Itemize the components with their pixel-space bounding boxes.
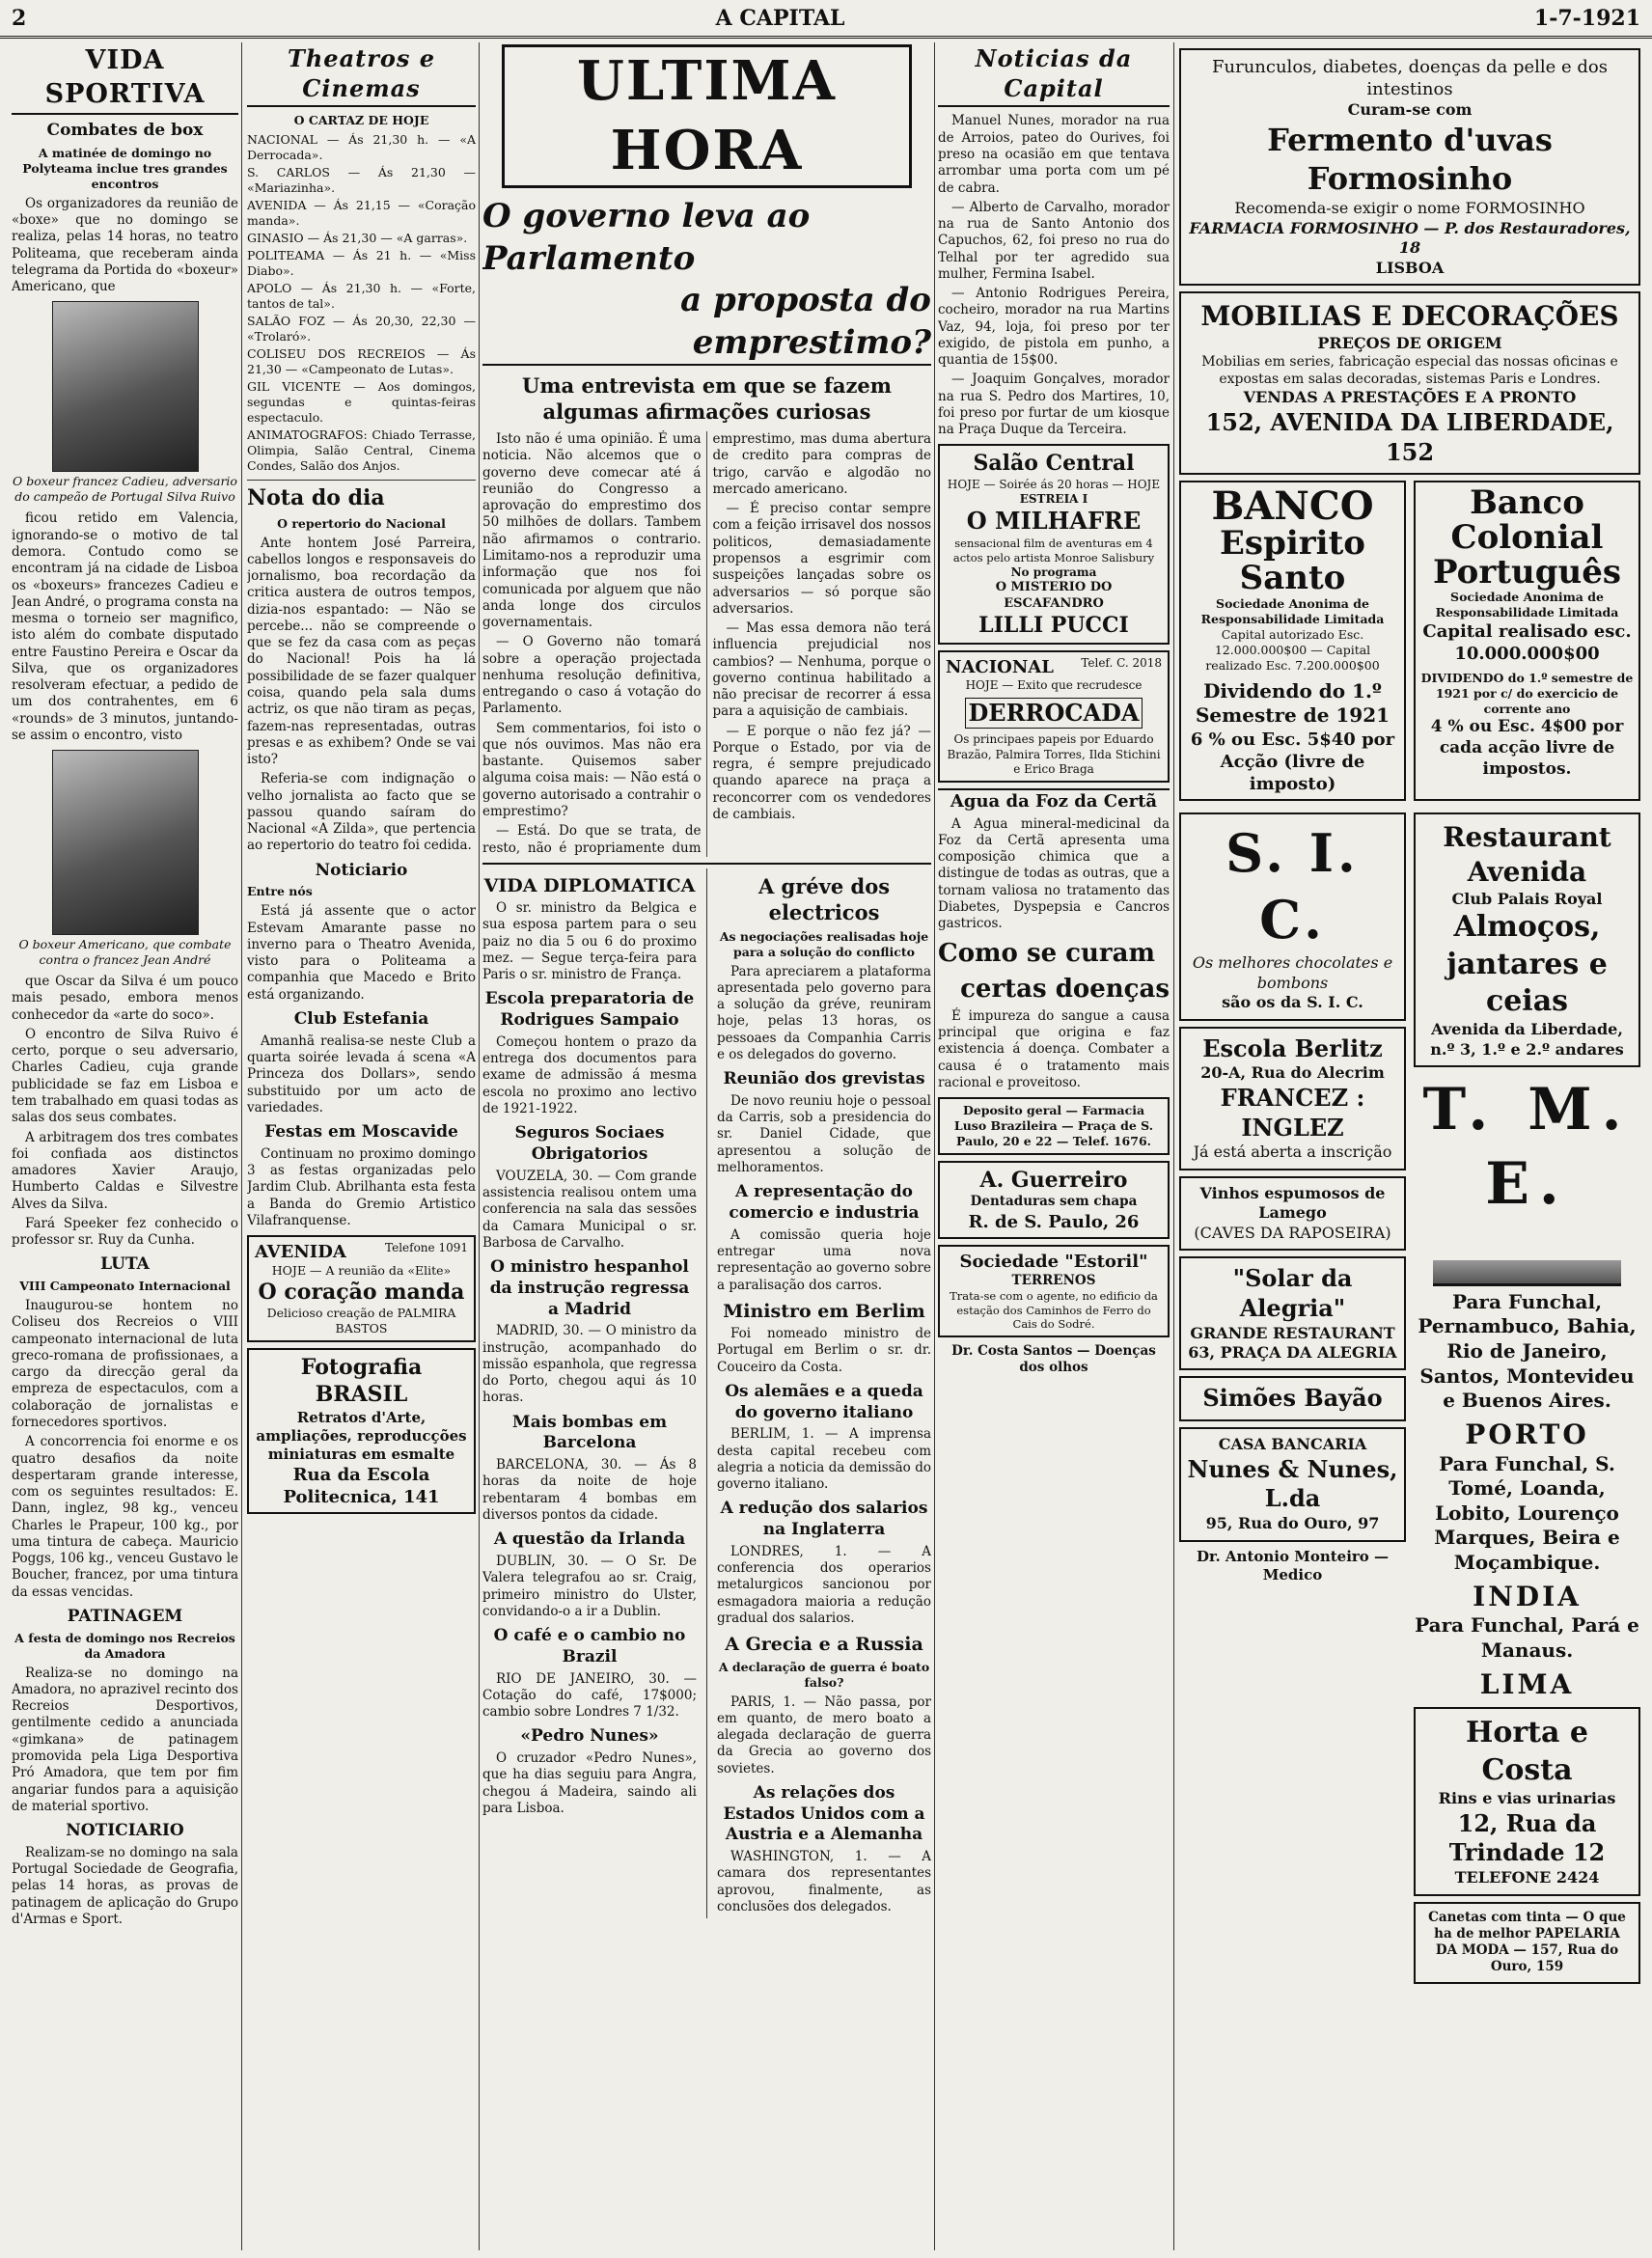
- article-title: Mais bombas em Barcelona: [511, 1412, 668, 1453]
- photo-caption: O boxeur francez Cadieu, adversario do campeão de Portugal Silva Ruivo: [13, 474, 237, 505]
- ad-estreia: ESTREIA I: [1019, 492, 1088, 506]
- article-title: PATINAGEM: [67, 1606, 183, 1626]
- listing-item: AVENIDA — Ás 21,15 — «Coração manda».: [247, 198, 476, 229]
- route-destination: PORTO: [1465, 1418, 1589, 1450]
- ad-title: Restaurant Avenida: [1443, 820, 1611, 888]
- headline-deck: Uma entrevista em que se fazem algumas afirmações curiosas: [522, 373, 892, 425]
- ad-programa: No programa: [1010, 564, 1097, 579]
- ad-langs: FRANCEZ : INGLEZ: [1220, 1083, 1365, 1142]
- ad-author: Delicioso creação de PALMIRA BASTOS: [266, 1306, 456, 1336]
- column-ultima-hora: [482, 42, 931, 2250]
- ad-title: Nunes & Nunes, L.da: [1187, 1454, 1398, 1513]
- bank-capital: Capital realisado esc. 10.000.000$00: [1422, 621, 1632, 665]
- bank-rate: 6 % ou Esc. 5$40 por Acção (livre de imposto): [1190, 729, 1395, 794]
- ad-line: são os da S. I. C.: [1222, 993, 1363, 1012]
- canetas-ad: Canetas com tinta — O que ha de melhor PAPELARIA DA MODA — 157, Rua do Ouro, 159: [1414, 1902, 1640, 1984]
- listing-item: S. CARLOS — Ás 21,30 — «Mariazinha».: [247, 165, 476, 196]
- ad-address: FARMACIA FORMOSINHO — P. dos Restauradores, 18: [1189, 218, 1631, 258]
- paragraph: — E porque o não fez já? — Porque o Estado, por via de regra, é sempre prejudicado quando aparece na praça a reconcorrer com os vendedores de cambiais.: [712, 723, 931, 822]
- ad-star: LILLI PUCCI: [978, 613, 1129, 639]
- paragraph: O encontro de Silva Ruivo é certo, porque o seu adversario, Charles Cadieu, cuja grande publicidade se faz em Lisboa e tem trabalhado em quasi todas as salas dos seus combates.: [12, 1026, 238, 1126]
- article-body: [482, 431, 931, 857]
- paragraph: MADRID, 30. — O ministro da instrução, acompanhado do missão espanhola, que regressa do Porto, chegou aqui ás 10 horas.: [482, 1323, 697, 1406]
- paragraph: BERLIM, 1. — A imprensa desta capital recebeu com alegria a noticia da demissão do governo italiano.: [717, 1426, 931, 1493]
- simoes-ad: [1179, 1376, 1406, 1421]
- paragraph: LONDRES, 1. — A conferencia dos operarios metalurgicos sancionou por esmagadora maioria a redução gradual dos salarios.: [717, 1543, 931, 1627]
- paragraph: ficou retido em Valencia, ignorando-se o motivo de tal demora. Contudo como se encontram já na cidade de Lisboa os «boxeurs» francezes Cadieu e Jean André, o programa consta na mesma o torneio ser magnifico, isto além do combate disputado entre Faustino Pereira e Oscar da Silva, que os organizadores resolveram efectuar, a pedido de um dos contrahentes, em 6 «rounds» de 3 minutos, juntando-se assim o encontro, visto: [12, 510, 238, 743]
- ad-play: DERROCADA: [965, 698, 1143, 730]
- paragraph: — O Governo não tomará sobre a operação projectada nenhuma resolução definitiva, entregando o caso á votação do Parlamento.: [482, 634, 702, 717]
- article-title: Os alemães e a queda do governo italiano: [725, 1381, 923, 1422]
- paragraph: — É preciso contar sempre com a feição irrisavel dos nossos politicos, demasiadamente propensos a esgrimir com suspeições lançadas sobre os adversarios — só porque são adversarios.: [712, 501, 931, 617]
- article-title: Nota do dia: [247, 480, 476, 511]
- paragraph: Realizam-se no domingo na sala Portugal Sociedade de Geografia, pelas 14 horas, as provas de patinagem de aplicação do Grupo d'Armas e Sport.: [12, 1844, 238, 1927]
- article-title: O café e o cambio no Brazil: [493, 1626, 686, 1666]
- bank-name: BANCO: [1211, 483, 1374, 530]
- ad-line: HOJE — A reunião da «Elite»: [271, 1263, 452, 1279]
- ad-title: Simões Bayão: [1202, 1384, 1383, 1413]
- ad-sub: GRANDE RESTAURANT: [1190, 1323, 1395, 1342]
- route-destination: LIMA: [1479, 1667, 1575, 1700]
- article-title: Combates de box: [46, 121, 204, 141]
- ad-line: Furunculos, diabetes, doenças da pelle e dos intestinos: [1212, 57, 1608, 100]
- ad-title: Horta e Costa: [1466, 1716, 1588, 1787]
- article-title: VIDA DIPLOMATICA: [483, 874, 696, 896]
- paragraph: Inaugurou-se hontem no Coliseu dos Recreios o VIII campeonato internacional de luta greco-romana de profissionaes, a cargo da direcção geral da empreza de espectaculos, com a colaboração de jornalistas e fornecedores sportivos.: [12, 1298, 238, 1431]
- route-text: Para Funchal, Pará e Manaus.: [1415, 1613, 1639, 1662]
- paragraph: Foi nomeado ministro de Portugal em Berlim o sr. dr. Couceiro da Costa.: [717, 1326, 931, 1375]
- ad-sub: Rins e vias urinarias: [1438, 1789, 1616, 1808]
- banco-colonial-ad: [1414, 481, 1640, 801]
- banco-espirito-santo-ad: [1179, 481, 1406, 801]
- ad-play: O coração manda: [258, 1280, 465, 1306]
- bank-sub: Sociedade Anonima de Responsabilidade Limitada: [1435, 590, 1619, 620]
- article-title: Club Estefania: [293, 1008, 429, 1029]
- boxer-photo: [52, 750, 199, 935]
- bank-rate: 4 % ou Esc. 4$00 por cada acção livre de impostos.: [1430, 717, 1624, 779]
- page-number: 2: [12, 5, 27, 31]
- ad-title: A. Guerreiro: [979, 1168, 1128, 1194]
- article-subtitle: As negociações realisadas hoje para a solução do conflicto: [719, 928, 929, 959]
- article-subtitle: A matinée de domingo no Polyteama inclue tres grandes encontros: [22, 145, 228, 191]
- bank-dividend: DIVIDENDO do 1.º semestre de 1921 por c/ do exercicio de corrente ano: [1420, 671, 1634, 717]
- article-title: Reunião dos grevistas: [723, 1069, 925, 1089]
- deposito-ad: Deposito geral — Farmacia Luso Brazileira — Praça de S. Paulo, 20 e 22 — Telef. 1676.: [938, 1097, 1170, 1155]
- article-title: Noticiario: [315, 860, 408, 880]
- ad-line: Recomenda-se exigir o nome FORMOSINHO: [1234, 199, 1585, 218]
- route-text: Para Funchal, Pernambuco, Bahia, Rio de Janeiro, Santos, Montevideu e Buenos Aires.: [1418, 1289, 1637, 1413]
- column-theatros: [247, 42, 476, 2250]
- paragraph: Isto não é uma opinião. É uma noticia. Não alcemos que o governo deve comecar até á reunião do Congresso a aprovação do emprestimo dos 50 milhões de dollars. Tambem não afirmamos o contrario. Limitamo-nos a reproduzir uma informação que nos foi comunicada por alguem que não anda longe dos circulos governamentais.: [482, 431, 702, 631]
- listing-item: COLISEU DOS RECREIOS — Ás 21,30 — «Campeonato de Lutas».: [247, 346, 476, 377]
- listing-item: GINASIO — Ás 21,30 — «A garras».: [247, 231, 468, 246]
- paragraph: Amanhã realisa-se neste Club a quarta soirée levada á scena «A Princeza dos Dollars», sendo substituido por um acto de variedades.: [247, 1033, 476, 1115]
- article-title: A Grecia e a Russia: [725, 1634, 923, 1656]
- ad-address: 20-A, Rua do Alecrim: [1200, 1063, 1385, 1083]
- doctor-ad: Dr. Costa Santos — Doenças dos olhos: [951, 1343, 1156, 1376]
- article-title: As relações dos Estados Unidos com a Austria e a Alemanha: [723, 1782, 925, 1845]
- article-title: LUTA: [100, 1254, 150, 1275]
- lower-section: [482, 863, 931, 1918]
- column-noticias-capital: [938, 42, 1170, 2250]
- column-rule: [934, 42, 935, 2250]
- ad-telephone: TELEFONE 2424: [1454, 1868, 1600, 1887]
- paragraph: A Agua mineral-medicinal da Foz da Certã apresenta uma composição chimica que a distingue de todas as outras, que a tornam valiosa no tratamento das Diabetes, Dyspepsia e Cancros gastricos.: [938, 815, 1170, 932]
- paragraph: — Joaquim Gonçalves, morador na rua S. Pedro dos Martires, 10, foi preso por furtar de um kiosque na Praça Duque da Terceira.: [938, 372, 1170, 438]
- inner-rule: [706, 868, 707, 1918]
- article-title: NOTICIARIO: [66, 1821, 184, 1841]
- article-title: A representação do comercio e industria: [729, 1182, 920, 1223]
- ad-line: VENDAS A PRESTAÇÕES E A PRONTO: [1243, 388, 1577, 407]
- column-ads: [1179, 42, 1640, 2250]
- ad-title: Salão Central: [973, 451, 1135, 477]
- ad-title: Fotografia BRASIL: [300, 1355, 423, 1408]
- paragraph: PARIS, 1. — Não passa, por em quanto, de mero boato a alegada declaração de guerra da Grecia ao governo dos sovietes.: [717, 1694, 931, 1776]
- avenida-ad: [247, 1235, 476, 1342]
- paragraph: O sr. ministro da Belgica e sua esposa partem para o seu paiz no dia 5 ou 6 do proximo mez. — Segue terça-feira para Paris o sr. ministro de França.: [482, 900, 697, 983]
- bank-sub: Sociedade Anonima de Responsabilidade Limitada: [1200, 595, 1385, 626]
- ad-title: S. I. C.: [1225, 821, 1360, 951]
- fermento-ad: [1179, 48, 1640, 286]
- ad-line: Os melhores chocolates e bombons: [1192, 953, 1393, 992]
- ad-sub: (CAVES DA RAPOSEIRA): [1194, 1223, 1391, 1242]
- ad-theatre: NACIONAL: [946, 657, 1054, 678]
- ad-title: "Solar da Alegria": [1232, 1264, 1353, 1322]
- listing-item: APOLO — Ás 21,30 h. — «Forte, tantos de tal».: [247, 281, 476, 312]
- ad-text: Mobilias em series, fabricação especial das nossas oficinas e expostas em salas decoradas, sistemas Paris e Londres.: [1201, 353, 1618, 387]
- paragraph: RIO DE JANEIRO, 30. — Cotação do café, 17$000; cambio sobre Londres 7 1/32.: [482, 1670, 697, 1721]
- paragraph: De novo reuniu hoje o pessoal da Carris, sob a presidencia do sr. Daniel Cidade, que apresentou a solução de melhoramentos.: [717, 1092, 931, 1175]
- ad-address: R. de S. Paulo, 26: [968, 1211, 1140, 1232]
- horta-costa-ad: [1414, 1707, 1640, 1895]
- page-header: [0, 0, 1652, 39]
- article-title: «Pedro Nunes»: [520, 1726, 659, 1747]
- issue-date: 1-7-1921: [1533, 5, 1640, 31]
- vinhos-ad: [1179, 1176, 1406, 1251]
- restaurant-avenida-ad: [1414, 812, 1640, 1067]
- paragraph: Manuel Nunes, morador na rua de Arroios, pateo do Ourives, foi preso na ocasião em que tentava arrombar uma porta com um pé de cabra.: [938, 113, 1170, 196]
- paragraph: A concorrencia foi enorme e os quatro desafios da noite despertaram grande interesse, com os seguintes resultados: E. Dann, inglez, 98 kg., venceu Charles le Prapeur, 100 kg., por uma tintura de cabeça. Mauricio Poggs, 106 kg., venceu Gustavo le Boucher, francez, por uma tintura da essas vencidas.: [12, 1434, 238, 1600]
- ad-telephone: Telefone 1091: [385, 1241, 468, 1255]
- ad-telephone: Telef. C. 2018: [1081, 656, 1162, 671]
- route-text: Para Funchal, S. Tomé, Loanda, Lobito, Lourenço Marques, Beira e Moçambique.: [1434, 1451, 1620, 1574]
- paragraph: WASHINGTON, 1. — A camara dos representantes aprovou, finalmente, as conclusões dos delegados.: [717, 1849, 931, 1914]
- ad-city: LISBOA: [1375, 258, 1445, 277]
- paragraph: — Antonio Rodrigues Pereira, cocheiro, morador na rua Martins Vaz, 94, loja, foi preso por ter exigido, de pistola em punho, a quantia de 15$00.: [938, 286, 1170, 369]
- listing-item: GIL VICENTE — Aos domingos, segundas e quintas-feiras espectaculo.: [247, 379, 476, 426]
- ad-description: sensacional film de aventuras em 4 actos pelo artista Monroe Salisbury: [952, 537, 1155, 564]
- ad-address: Rua da Escola Politecnica, 141: [283, 1465, 440, 1508]
- ad-line: Curam-se com: [1347, 100, 1473, 120]
- column-vida-sportiva: [12, 42, 238, 2250]
- article-title: O ministro hespanhol da instrução regressa a Madrid: [489, 1257, 690, 1319]
- article-title: Festas em Moscavide: [264, 1122, 458, 1143]
- ad-text: Trata-se com o agente, no edificio da estação dos Caminhos de Ferro do Cais do Sodré.: [950, 1288, 1158, 1332]
- ad-sub: CASA BANCARIA: [1218, 1435, 1367, 1454]
- lower-right: [717, 868, 931, 1918]
- route-destination: INDIA: [1473, 1580, 1582, 1612]
- nacional-ad: [938, 650, 1170, 783]
- section-title: Theatros e Cinemas: [247, 44, 476, 107]
- berlitz-ad: [1179, 1027, 1406, 1170]
- paragraph: Continuam no proximo domingo 3 as festas organizadas pelo Jardim Club. Abrilhanta esta festa a Banda do Gremio Artistico Vilafranquense.: [247, 1145, 476, 1228]
- ad-sub: TERRENOS: [1011, 1272, 1096, 1288]
- ad-address: 12, Rua da Trindade 12: [1448, 1808, 1606, 1867]
- article-title: A questão da Irlanda: [493, 1529, 686, 1550]
- ultima-hora-banner: ULTIMA HORA: [502, 44, 912, 188]
- paragraph: Sem commentarios, foi isto o que nós ouvimos. Mas não era bastante. Quisemos saber alguma coisa mais: — Não está o governo autorisado a contrahir o emprestimo?: [482, 720, 702, 819]
- ad-line: Dentaduras sem chapa: [970, 1194, 1138, 1210]
- salao-central-ad: [938, 444, 1170, 645]
- paragraph: Começou hontem o prazo da entrega dos documentos para exame de admissão á mesma escola no proximo ano lectivo de 1921-1922.: [482, 1033, 697, 1116]
- ship-illustration: [1433, 1225, 1621, 1286]
- ad-address: 63, PRAÇA DA ALEGRIA: [1188, 1343, 1397, 1363]
- paragraph: — Mas essa demora não terá influencia prejudicial nos cambios? — Nenhuma, porque o governo continua habilitado a não precisar de recorrer á essa para a aquisição de cambiais.: [712, 620, 931, 720]
- article-title: certas doenças: [960, 974, 1170, 1004]
- ad-address: 95, Rua do Ouro, 97: [1205, 1514, 1380, 1533]
- cartaz-list: [247, 132, 476, 474]
- ad-title: MOBILIAS E DECORAÇÕES: [1200, 300, 1619, 333]
- ads-row: [1179, 807, 1640, 1990]
- paragraph: Realiza-se no domingo na Amadora, no aprazivel recinto dos Recreios Desportivos, gentilmente cedido a anunciada «gimkana» de patinagem promovida pela Liga Desportiva Pró Amadora, que tem por fim angariar fundos para a aquisição de material sportivo.: [12, 1665, 238, 1814]
- ad-line: HOJE — Exito que recrudesce: [965, 678, 1143, 693]
- ad-address: 152, AVENIDA DA LIBERDADE, 152: [1205, 407, 1614, 466]
- solar-ad: [1179, 1256, 1406, 1370]
- article-title: Escola preparatoria de Rodrigues Sampaio: [484, 989, 695, 1031]
- banks-row: [1179, 481, 1640, 801]
- paragraph: Fará Speeker fez conhecido o professor sr. Ruy da Cunha.: [12, 1215, 238, 1249]
- bank-name: Banco Colonial Português: [1433, 483, 1621, 592]
- article-title: A gréve dos electricos: [757, 873, 891, 924]
- paragraph: É impureza do sangue a causa principal que origina e faz existencia á doença. Combater a causa é o tratamento mais racional e proveitoso.: [938, 1007, 1170, 1090]
- listing-item: SALÃO FOZ — Ás 20,30, 22,30 — «Trolaró».: [247, 314, 476, 344]
- paragraph: — Alberto de Carvalho, morador na rua de Santo Antonio dos Capuchos, 62, foi preso no rua do Telhal por ter agredido sua mulher, Fermina Isabel.: [938, 199, 1170, 282]
- article-title: Como se curam: [938, 939, 1155, 969]
- sic-ad: [1179, 812, 1406, 1021]
- ads-left: [1179, 807, 1406, 1990]
- paragraph: Os organizadores da reunião de «boxe» que no domingo se realiza, pelas 14 horas, no teatro Politeama, que receberam ainda telegrama da Portida do «boxeur» Americano, que: [12, 195, 238, 295]
- ad-film: O MISTERIO DO ESCAFANDRO: [995, 579, 1113, 611]
- boxer-photo: [52, 301, 199, 472]
- ad-line: HOJE — Soirée ás 20 horas — HOJE: [947, 477, 1161, 491]
- paragraph: Ante hontem José Parreira, cabellos longos e responsaveis do jornalismo, boa recordação da critica austera de outros tempos, dizia-nos espantado: — Não se percebe... não se compreende o que se fez da casa com as peças do Nacional! Pois ha lá possibilidade de se fazer qualquer coisa, quando pela sala dums actriz, os que não tiram as peças, fazem-nas representadas, outras presas e as exhibem? Onde se vai isto?: [247, 535, 476, 768]
- ad-sub: PREÇOS DE ORIGEM: [1317, 334, 1502, 353]
- photo-caption: O boxeur Americano, que combate contra o francez Jean André: [18, 937, 232, 968]
- tme-title: T. M. E.: [1422, 1076, 1632, 1219]
- paragraph: Está já assente que o actor Estevam Amarante passe no inverno para o Theatro Avenida, visto para o Politeama a companhia que Macedo e Brito está organizando.: [247, 903, 476, 1003]
- ad-text: Retratos d'Arte, ampliações, reproducções miniaturas em esmalte: [256, 1408, 467, 1464]
- ad-cast: Os principaes papeis por Eduardo Brazão, Palmira Torres, Ilda Stichini e Erico Braga: [947, 732, 1161, 777]
- bank-name: Espirito Santo: [1220, 524, 1365, 598]
- paragraph: VOUZELA, 30. — Com grande assistencia realisou ontem uma conferencia na sala das sessões da Camara Municipal o sr. Barbosa de Carvalho.: [482, 1168, 697, 1251]
- article-title: Agua da Foz da Certã: [938, 788, 1170, 812]
- ad-product: Fermento d'uvas Formosinho: [1267, 121, 1553, 198]
- ads-right: [1414, 807, 1640, 1990]
- bank-dividend: Dividendo do 1.º Semestre de 1921: [1195, 678, 1390, 728]
- paragraph: — Está. Do que se trata, de resto, não é propriamente dum emprestimo, mas duma abertura de credito para compras de trigo, carvão e algodão no mercado americano.: [482, 431, 931, 856]
- listing-item: POLITEAMA — Ás 21 h. — «Miss Diabo».: [247, 248, 476, 279]
- paragraph: DUBLIN, 30. — O Sr. De Valera telegrafou ao sr. Craig, primeiro ministro do Ulster, convidando-o a ir a Dublin.: [482, 1553, 697, 1619]
- article-subtitle: A declaração de guerra é boato falso?: [718, 1659, 930, 1690]
- article-title: A redução dos salarios na Inglaterra: [720, 1499, 928, 1540]
- ad-theatre: AVENIDA: [255, 1242, 346, 1263]
- fotografia-brasil-ad: [247, 1348, 476, 1514]
- paragraph: O cruzador «Pedro Nunes», que ha dias seguiu para Angra, chegou á Madeira, saindo ali para Lisboa.: [482, 1750, 697, 1816]
- column-rule: [241, 42, 242, 2250]
- headline-line-2: a proposta do emprestimo?: [482, 280, 931, 366]
- casa-bancaria-ad: [1179, 1427, 1406, 1541]
- article-title: Seguros Sociaes Obrigatorios: [514, 1123, 665, 1165]
- guerreiro-ad: [938, 1161, 1170, 1238]
- paragraph: Para apreciarem a plataforma apresentada pelo governo para a solução da gréve, reuniram hoje, pelas 13 horas, os pessoaes da Companhia Carris e os delegados do governo.: [717, 963, 931, 1062]
- paragraph: BARCELONA, 30. — Ás 8 horas da noite de hoje rebentaram 4 bombas em diversos pontos da cidade.: [482, 1457, 697, 1523]
- ad-sub: Club Palais Royal: [1451, 889, 1603, 908]
- ad-title: Escola Berlitz: [1202, 1033, 1383, 1062]
- estoril-ad: [938, 1245, 1170, 1337]
- article-subtitle: VIII Campeonato Internacional: [19, 1279, 231, 1294]
- column-rule: [1173, 42, 1174, 2250]
- article-subtitle: A festa de domingo nos Recreios da Amadora: [14, 1630, 235, 1661]
- article-subtitle: Entre nós: [247, 884, 313, 899]
- masthead: A CAPITAL: [715, 5, 845, 31]
- ad-address: Avenida da Liberdade, n.º 3, 1.º e 2.º andares: [1430, 1020, 1624, 1059]
- cartaz-title: O CARTAZ DE HOJE: [293, 113, 429, 128]
- listing-item: NACIONAL — Ás 21,30 h. — «A Derrocada».: [247, 132, 476, 163]
- paragraph: Referia-se com indignação o velho jornalista ao facto que se passou quando saíram do Nacional «A Zilda», que pertencia ao repertorio do teatro foi cedida.: [247, 771, 476, 854]
- section-title: Noticias da Capital: [938, 44, 1170, 107]
- section-title: VIDA SPORTIVA: [12, 44, 238, 115]
- ad-title: Sociedade "Estoril": [959, 1251, 1148, 1272]
- article-subtitle: O repertorio do Nacional: [277, 515, 446, 531]
- ad-meals: Almoços, jantares e ceias: [1446, 910, 1608, 1018]
- paragraph: A arbitragem dos tres combates foi confiada aos distinctos amadores Xavier Araujo, Humberto Caldas e Silvestre Alves da Silva.: [12, 1129, 238, 1212]
- column-rule: [479, 42, 480, 2250]
- paragraph: que Oscar da Silva é um pouco mais pesado, embora menos conhecedor da «arte do soco».: [12, 974, 238, 1023]
- paragraph: A comissão queria hoje entregar uma nova representação ao governo sobre a paralisação dos carros.: [717, 1226, 931, 1293]
- doctor-ad: Dr. Antonio Monteiro — Medico: [1196, 1547, 1390, 1583]
- article-title: Ministro em Berlim: [723, 1300, 925, 1322]
- ad-line: Já está aberta a inscrição: [1193, 1143, 1392, 1162]
- bank-capital: Capital autorizado Esc. 12.000.000$00 — Capital realizado Esc. 7.200.000$00: [1205, 626, 1380, 673]
- headline-line-1: O governo leva ao Parlamento: [482, 197, 811, 278]
- listing-item: ANIMATOGRAFOS: Chiado Terrasse, Olimpia, Salão Central, Cinema Condes, Salão dos Anjos.: [247, 427, 476, 474]
- mobilias-ad: [1179, 291, 1640, 475]
- ad-film: O MILHAFRE: [966, 507, 1142, 536]
- lower-left: [482, 868, 697, 1918]
- ad-title: Vinhos espumosos de Lamego: [1199, 1183, 1386, 1223]
